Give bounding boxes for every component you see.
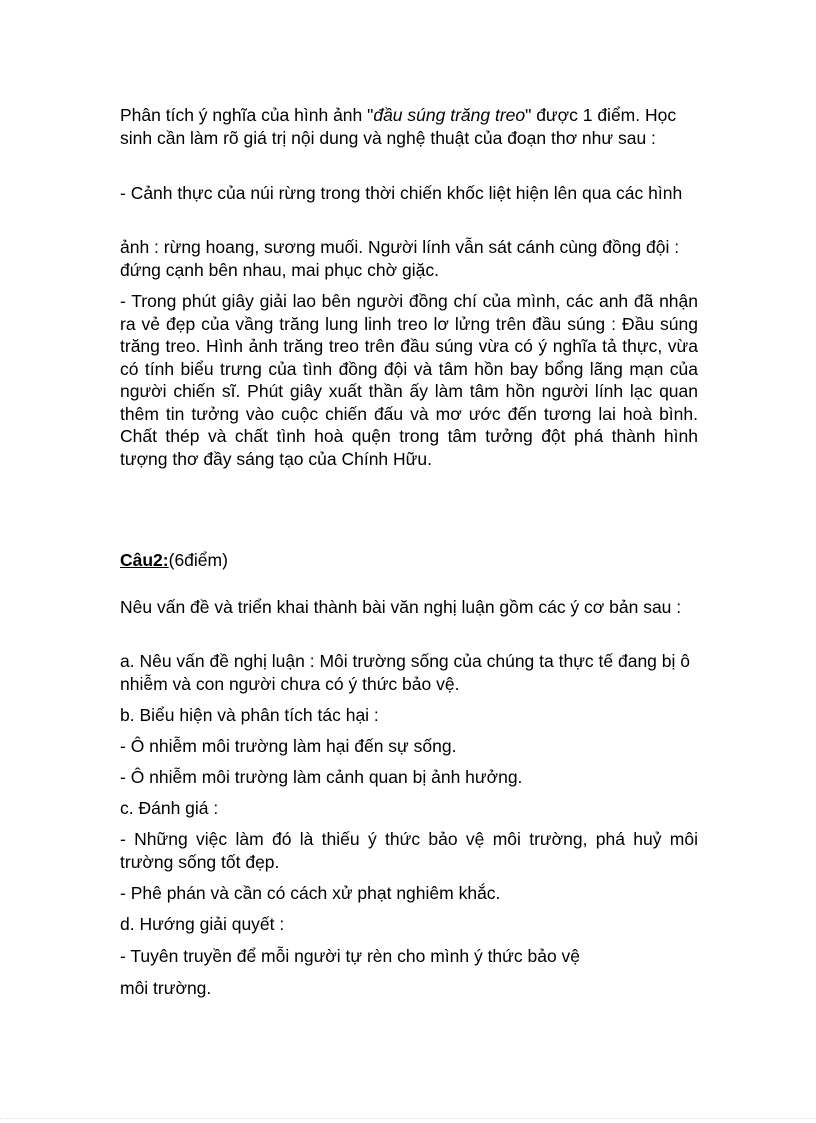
page-bottom-divider [0, 1118, 816, 1119]
question-2-label: Câu2: [120, 550, 169, 570]
intro-text-after: " được 1 điểm. Học sinh cần làm rõ giá trị nội dung và nghệ thuật của đoạn thơ như sau : [120, 105, 677, 148]
paragraph-scene: - Cảnh thực của núi rừng trong thời chiến khốc liệt hiện lên qua các hình [120, 183, 683, 203]
question-2-heading [120, 549, 228, 571]
list-item-d: d. Hướng giải quyết : [120, 914, 285, 934]
list-item-c: c. Đánh giá : [120, 798, 219, 818]
list-item-d1: - Tuyên truyền để mỗi người tự rèn cho mình ý thức bảo vệ [120, 946, 581, 966]
list-item-b2: - Ô nhiễm môi trường làm cảnh quan bị ảnh hưởng. [120, 767, 523, 787]
intro-italic-phrase: đầu súng trăng treo [373, 105, 526, 125]
list-item-a: a. Nêu vấn đề nghị luận : Môi trường sống của chúng ta thực tế đang bị ô nhiễm và con người chưa có ý thức bảo vệ. [120, 651, 690, 694]
list-item-b: b. Biểu hiện và phân tích tác hại : [120, 705, 379, 725]
question-2-points: (6điểm) [168, 550, 228, 570]
list-item-c2: - Phê phán và cần có cách xử phạt nghiêm khắc. [120, 883, 501, 903]
list-item-c1: - Những việc làm đó là thiếu ý thức bảo vệ môi trường, phá huỷ môi trường sống tốt đẹp. [120, 829, 698, 872]
paragraph-intro [120, 104, 698, 149]
paragraph-analysis: - Trong phút giây giải lao bên người đồng chí của mình, các anh đã nhận ra vẻ đẹp của vầng trăng lung linh treo lơ lửng trên đầu súng : Đầu súng trăng treo. Hình ảnh trăng treo trên đầu súng vừa có ý nghĩa tả thực, vừa có tính biểu trưng của tình đồng đội và tâm hồn bay bổng lãng mạn của người chiến sĩ. Phút giây xuất thần ấy làm tâm hồn người lính lạc quan thêm tin tưởng vào cuộc chiến đấu và mơ ước đến tương lai hoà bình. Chất thép và chất tình hoà quện trong tâm tưởng đột phá thành hình tượng thơ đầy sáng tạo của Chính Hữu. [120, 291, 698, 469]
paragraph-images: ảnh : rừng hoang, sương muối. Người lính vẫn sát cánh cùng đồng đội : đứng cạnh bên nhau, mai phục chờ giặc. [120, 237, 680, 280]
paragraph-q2-intro: Nêu vấn đề và triển khai thành bài văn nghị luận gồm các ý cơ bản sau : [120, 597, 682, 617]
list-item-b1: - Ô nhiễm môi trường làm hại đến sự sống. [120, 736, 457, 756]
intro-text-before: Phân tích ý nghĩa của hình ảnh " [120, 105, 374, 125]
list-item-d1-continuation: môi trường. [120, 978, 212, 998]
